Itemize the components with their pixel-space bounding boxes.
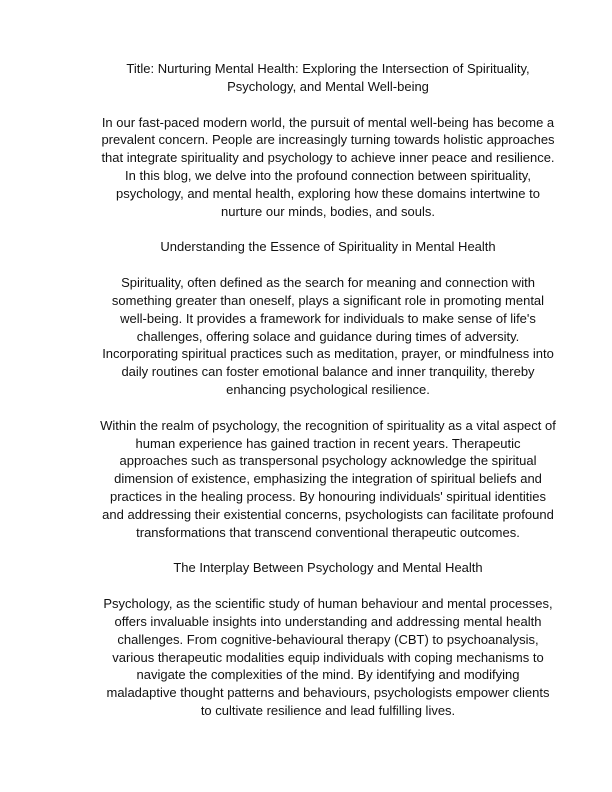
spirituality-paragraph: Spirituality, often defined as the search for meaning and connection with something greater than oneself, plays a significant role in promoting mental well-being. It provides a framework for individuals to make sense of life's challenges, offering solace and guidance during times of adversity. Incorporating spiritual practices such as meditation, prayer, or mindfulness into daily routines can foster emotional balance and inner tranquility, thereby enhancing psychological resilience. — [102, 275, 554, 397]
intro-paragraph: In our fast-paced modern world, the pursuit of mental well-being has become a prevalent concern. People are increasingly turning towards holistic approaches that integrate spirituality and psychology to achieve inner peace and resilience. In this blog, we delve into the profound connection between spirituality, psychology, and mental health, exploring how these domains intertwine to nurture our minds, bodies, and souls. — [101, 114, 555, 219]
section-heading-spirituality: Understanding the Essence of Spirituality in Mental Health — [160, 239, 496, 255]
psychology-paragraph: Psychology, as the scientific study of human behaviour and mental processes, offers invaluable insights into understanding and addressing mental health challenges. From cognitive-behavioural therapy (CBT) to psychoanalysis, various therapeutic modalities equip individuals with coping mechanisms to navigate the complexities of the mind. By identifying and modifying maladaptive thought patterns and behaviours, psychologists empower clients to cultivate resilience and lead fulfilling lives. — [103, 596, 553, 718]
document-title: Title: Nurturing Mental Health: Exploring the Intersection of Spirituality, Psychology, and Mental Well-being — [126, 61, 530, 94]
document-body — [100, 60, 556, 738]
psychology-spirituality-paragraph: Within the realm of psychology, the recognition of spirituality as a vital aspect of human experience has gained traction in recent years. Therapeutic approaches such as transpersonal psychology acknowledge the spiritual dimension of existence, emphasizing the integration of spiritual beliefs and practices in the healing process. By honouring individuals' spiritual identities and addressing their existential concerns, psychologists can facilitate profound transformations that transcend conventional therapeutic outcomes. — [100, 417, 556, 540]
section-heading-psychology: The Interplay Between Psychology and Mental Health — [173, 560, 483, 576]
